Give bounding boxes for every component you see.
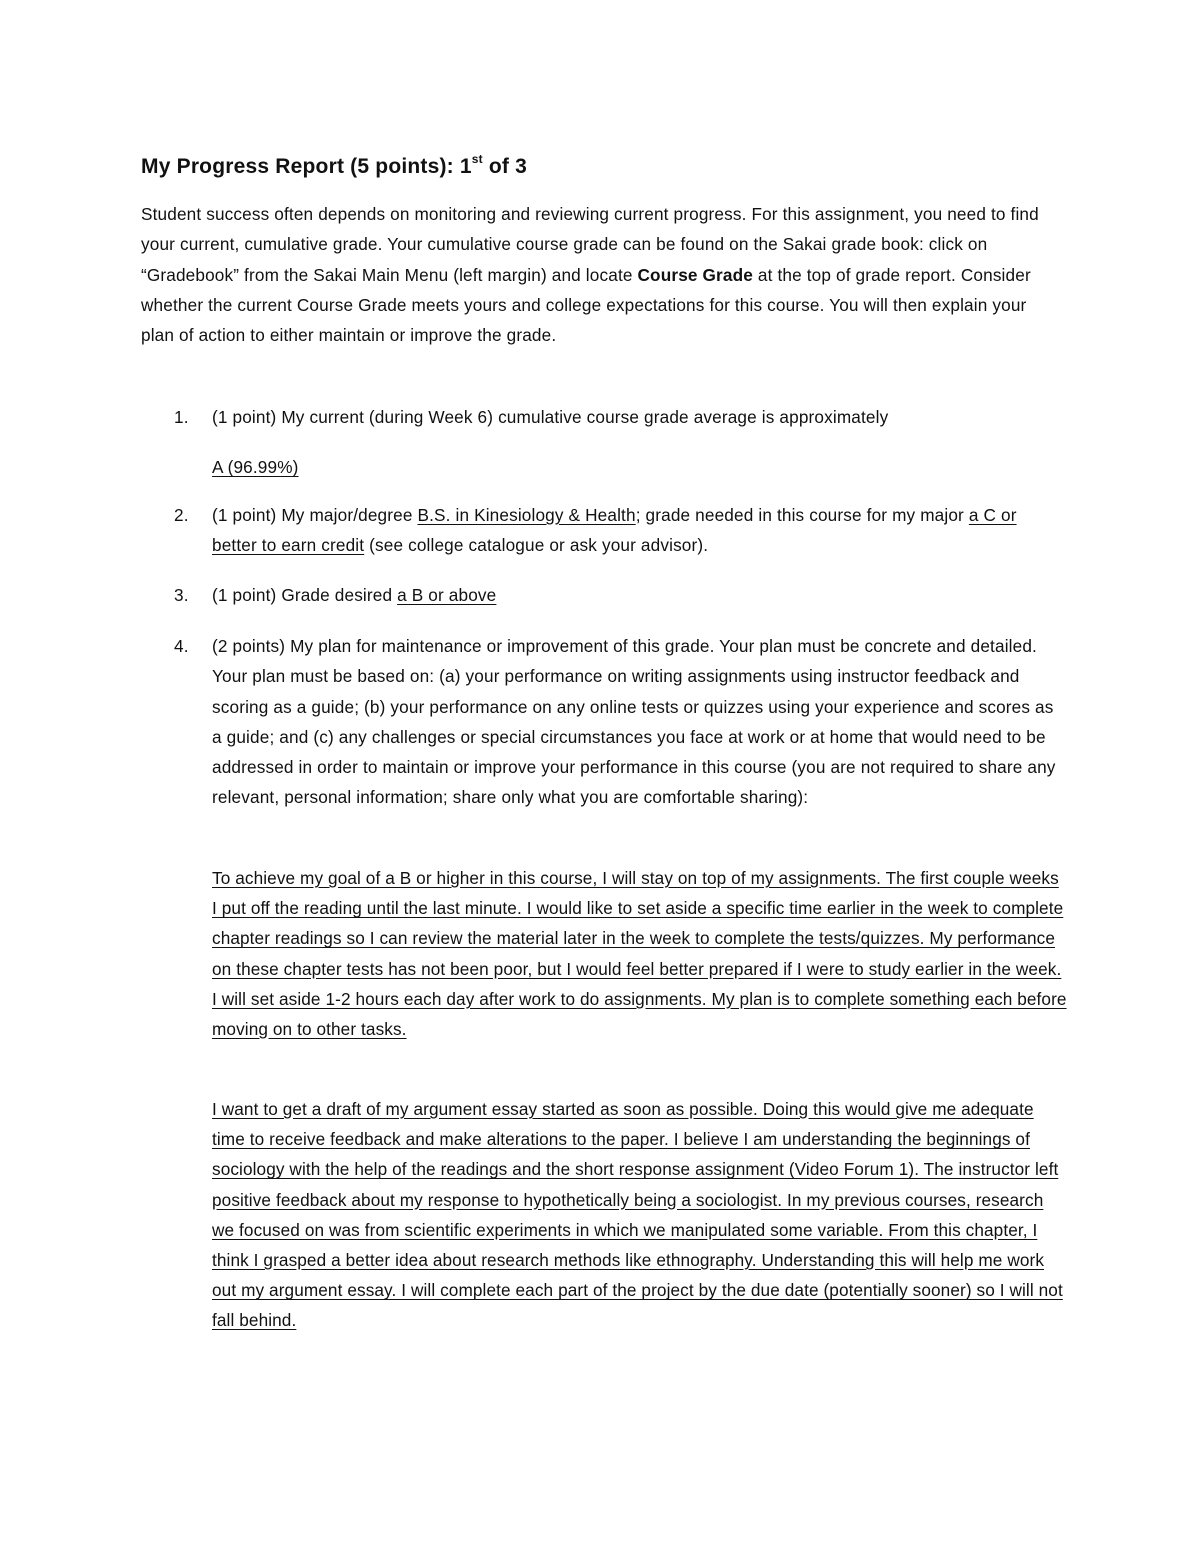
list-item-1 [141, 402, 1061, 483]
item-text-b: ; grade needed in this course for my major [635, 505, 969, 525]
title-main: My Progress Report (5 points): 1 [141, 155, 472, 178]
list-item-3 [141, 580, 1061, 610]
list-item-4 [141, 631, 1061, 813]
intro-text-1: Student success often depends on monitoring and reviewing current progress. For this assignment, you need to find your current, cumulative grade. Your cumulative course grade can be found on the Sakai grade book: click on “Gradebook” from the Sakai Main Menu (left margin) and locate [141, 204, 1039, 285]
item-text-a: (1 point) My major/degree [212, 505, 418, 525]
title-tail: of 3 [482, 155, 528, 178]
item-number: 4. [174, 636, 189, 656]
list-item-2 [141, 500, 1061, 561]
item-text [212, 500, 1061, 561]
item-number: 2. [174, 505, 189, 525]
item-text: (1 point) My current (during Week 6) cumulative course grade average is approximately [212, 407, 889, 427]
item-number: 1. [174, 407, 189, 427]
item-text-a: (1 point) Grade desired [212, 585, 398, 605]
intro-text-2: at the top of grade report. Consider whether the current Course Grade meets yours and college expectations for this course. You will then explain your plan of action to either maintain or improve the grade. [141, 264, 1031, 346]
item-text [212, 580, 1061, 610]
answer-grade-needed: a C or better to earn credit [212, 505, 1017, 556]
page-title [141, 146, 527, 182]
answer-major-degree: B.S. in Kinesiology & Health [417, 505, 636, 525]
intro-bold-course-grade: Course Grade [637, 264, 753, 285]
title-superscript: st [471, 152, 483, 166]
item-number: 3. [174, 585, 189, 605]
intro-paragraph [141, 199, 1061, 350]
item-text: (2 points) My plan for maintenance or improvement of this grade. Your plan must be concrete and detailed. Your plan must be based on: (a) your performance on writing assignments using instructor feedback and scoring as a guide; (b) your performance on any online tests or quizzes using your experience and scores as a guide; and (c) any challenges or special circumstances you face at work or at home that would need to be addressed in order to maintain or improve your performance in this course (you are not required to share any relevant, personal information; share only what you are comfortable sharing): [212, 636, 1056, 808]
response-paragraph-1: To achieve my goal of a B or higher in this course, I will stay on top of my assignments. The first couple weeks I put off the reading until the last minute. I would like to set aside a specific time earlier in the week to complete chapter readings so I can review the material later in the week to complete the tests/quizzes. My performance on these chapter tests has not been poor, but I would feel better prepared if I were to study earlier in the week. I will set aside 1-2 hours each day after work to do assignments. My plan is to complete something each before moving on to other tasks. [212, 868, 1067, 1040]
item-text-c: (see college catalogue or ask your advisor). [364, 535, 709, 556]
answer-grade-desired: a B or above [397, 585, 497, 605]
answer-current-grade: A (96.99%) [212, 457, 299, 478]
response-paragraph-2: I want to get a draft of my argument essay started as soon as possible. Doing this would give me adequate time to receive feedback and make alterations to the paper. I believe I am understanding the beginnings of sociology with the help of the readings and the short response assignment (Video Forum 1). The instructor left positive feedback about my response to hypothetically being a sociologist. In my previous courses, research we focused on was from scientific experiments in which we manipulated some variable. From this chapter, I think I grasped a better idea about research methods like ethnography. Understanding this will help me work out my argument essay. I will complete each part of the project by the due date (potentially sooner) so I will not fall behind. [212, 1099, 1063, 1331]
